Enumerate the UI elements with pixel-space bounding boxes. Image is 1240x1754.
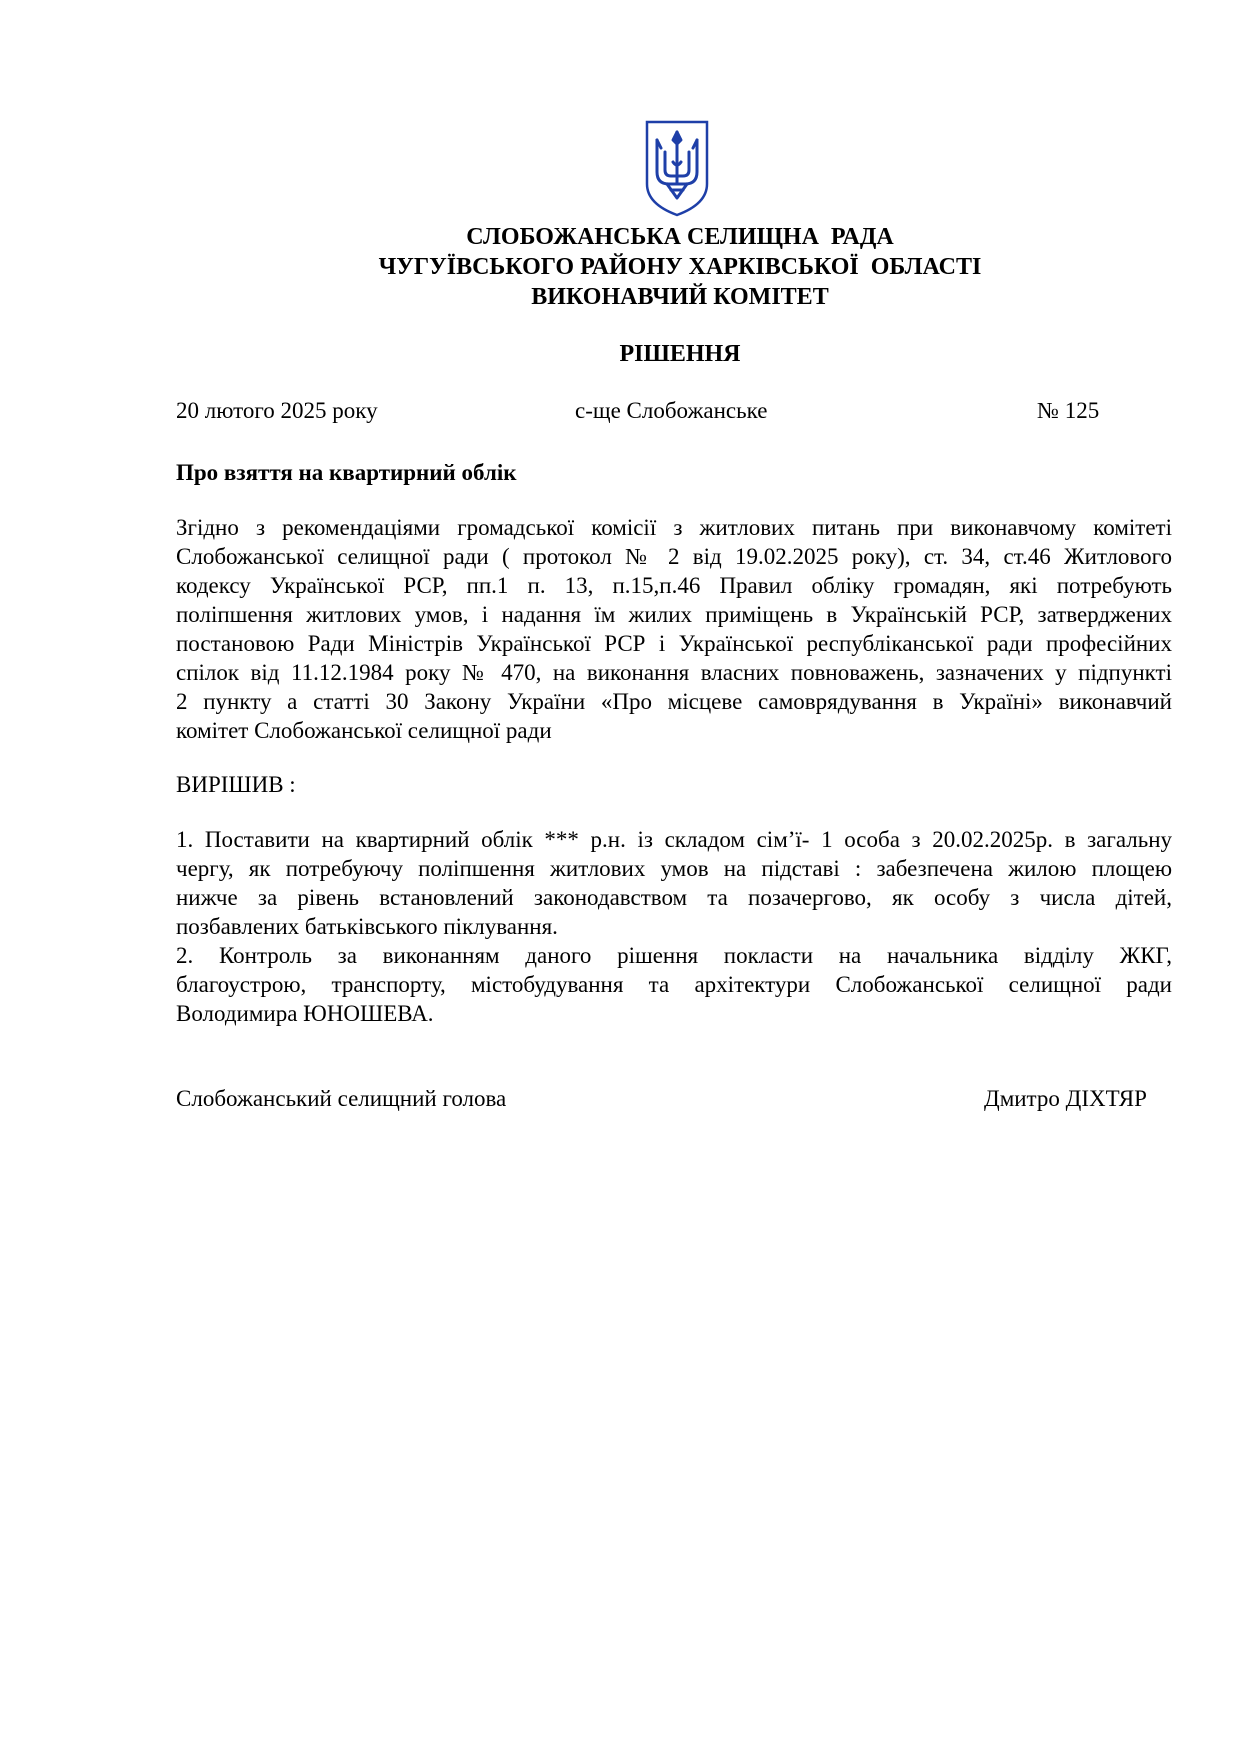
header-line-1: СЛОБОЖАНСЬКА СЕЛИЩНА РАДА	[466, 224, 894, 250]
item-line: 2. Контроль за виконанням даного рішення покласти на начальника відділу ЖКГ,	[176, 943, 1172, 968]
preamble-line: 2 пункту а статті 30 Закону України «Про місцеве самоврядування в Україні» виконавчий	[176, 689, 1172, 714]
item-line: нижче за рівень встановлений законодавством та позачергово, як особу з числа дітей,	[176, 885, 1172, 910]
header-line-2: ЧУГУЇВСЬКОГО РАЙОНУ ХАРКІВСЬКОЇ ОБЛАСТІ	[378, 254, 982, 280]
document-type-title: РІШЕННЯ	[619, 341, 741, 367]
signatory-name: Дмитро ДІХТЯР	[984, 1086, 1147, 1111]
decision-subject: Про взяття на квартирний облік	[176, 460, 517, 485]
header-line-3: ВИКОНАВЧИЙ КОМІТЕТ	[531, 284, 829, 310]
item-line: благоустрою, транспорту, містобудування та архітектури Слобожанської селищної ради	[176, 972, 1172, 997]
preamble-line: поліпшення житлових умов, і надання їм жилих приміщень в Українській РСР, затверджених	[176, 602, 1172, 627]
preamble-line: спілок від 11.12.1984 року № 470, на виконання власних повноважень, зазначених у підпункті	[176, 660, 1172, 685]
item-line: Володимира ЮНОШЕВА.	[176, 1001, 434, 1026]
item-line: позбавлених батьківського піклування.	[176, 914, 558, 939]
preamble-line: комітет Слобожанської селищної ради	[176, 718, 552, 743]
item-line: 1. Поставити на квартирний облік *** р.н. із складом сім’ї- 1 особа з 20.02.2025р. в загальну	[176, 827, 1172, 852]
tryzub-coat-of-arms-icon	[643, 118, 711, 218]
decision-items	[176, 825, 1172, 1028]
preamble-line: постановою Ради Міністрів Української РСР і Української республіканської ради професійних	[176, 631, 1172, 656]
preamble-paragraph	[176, 513, 1172, 745]
preamble-line: Згідно з рекомендаціями громадської комісії з житлових питань при виконавчому комітеті	[176, 515, 1172, 540]
preamble-line: Слобожанської селищної ради ( протокол № 2 від 19.02.2025 року), ст. 34, ст.46 Житлового	[176, 544, 1172, 569]
resolve-label: ВИРІШИВ :	[176, 772, 296, 797]
item-line: чергу, як потребуючу поліпшення житлових умов на підставі : забезпечена жилою площею	[176, 856, 1172, 881]
preamble-line: кодексу Української РСР, пп.1 п. 13, п.15,п.46 Правил обліку громадян, які потребують	[176, 573, 1172, 598]
decision-place: с-ще Слобожанське	[575, 398, 768, 423]
signatory-title: Слобожанський селищний голова	[176, 1086, 507, 1111]
decision-number: № 125	[1037, 398, 1100, 423]
decision-date: 20 лютого 2025 року	[176, 398, 378, 423]
council-header	[0, 222, 1240, 312]
